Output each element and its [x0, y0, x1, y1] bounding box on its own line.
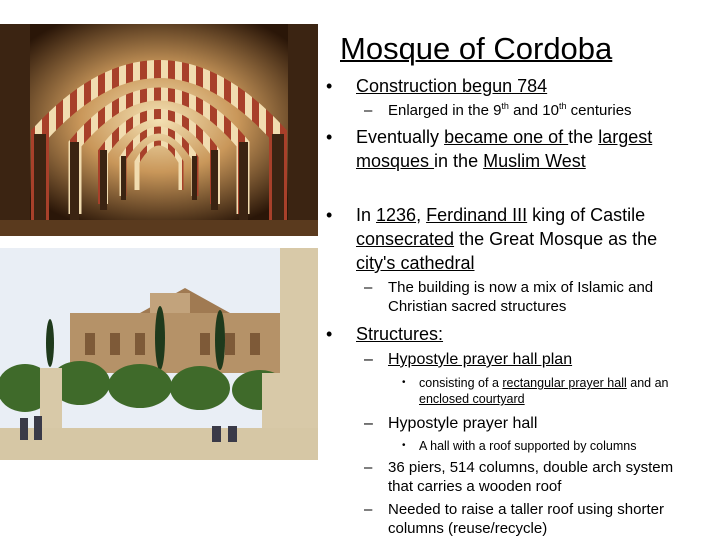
s1-text: and an [626, 376, 669, 390]
b3-link-ferdinand: Ferdinand III [426, 205, 528, 225]
s1-text: consisting of a [419, 376, 503, 390]
superscript-th-1: th [501, 101, 509, 111]
b3-link-consecrated: consecrated [356, 229, 455, 249]
b2-link-1: became one of [444, 127, 569, 147]
sub-dash: – [364, 459, 373, 476]
b3-link-cathedral: city's cathedral [356, 253, 475, 273]
bullet-structures [326, 322, 686, 346]
taller-roof-text: Needed to raise a taller roof using shorter columns (reuse/recycle) [388, 501, 664, 537]
b2-link-2: largest mosques [356, 127, 653, 171]
sub-mix [364, 278, 688, 316]
hypostyle-hall-text: Hypostyle prayer hall [388, 415, 538, 432]
small-bullet: • [402, 377, 406, 388]
s1-link-1: rectangular prayer hall [502, 376, 627, 390]
structures-text: Structures: [356, 324, 444, 344]
bullet-construction [326, 74, 686, 98]
cathedral-exterior-photo [0, 248, 318, 460]
enlarged-text-3: centuries [566, 102, 632, 119]
sub-dash: – [364, 351, 373, 368]
b3-link-year: 1236 [376, 205, 417, 225]
enlarged-text-2: and 10 [508, 102, 559, 119]
mix-text: The building is now a mix of Islamic and Christian sacred structures [388, 279, 654, 315]
sub-dash: – [364, 501, 373, 518]
b3-text: the Great Mosque as the [454, 229, 658, 249]
slide-title-text: Mosque of Cordoba [340, 31, 613, 66]
sub-dash: – [364, 102, 373, 119]
sub-piers-columns [364, 458, 688, 496]
bullet-dot: • [326, 127, 333, 147]
bullet-dot: • [326, 324, 333, 344]
item-roof-columns [402, 438, 689, 454]
sub-hypostyle-hall [364, 414, 688, 434]
hypostyle-plan-text: Hypostyle prayer hall plan [388, 351, 573, 368]
b3-text: king of Castile [527, 205, 646, 225]
sub-dash: – [364, 279, 373, 296]
bullet-dot: • [326, 76, 333, 96]
piers-text: 36 piers, 514 columns, double arch system that carries a wooden roof [388, 459, 674, 495]
bullet-ferdinand [326, 203, 686, 275]
sub-enlarged [364, 101, 688, 120]
mosque-interior-photo [0, 24, 318, 236]
bullet-largest-mosques [326, 125, 686, 173]
sub-dash: – [364, 415, 373, 432]
slide-title [340, 30, 680, 68]
b2-text: Eventually [356, 127, 445, 147]
small-bullet: • [402, 440, 406, 451]
bullet-dot: • [326, 205, 333, 225]
b3-text: , [416, 205, 427, 225]
b2-text: in the [434, 151, 484, 171]
b2-text: the [568, 127, 599, 147]
b2-link-3: Muslim West [483, 151, 586, 171]
superscript-th-2: th [558, 101, 567, 111]
sub-taller-roof [364, 500, 688, 538]
enlarged-text-1: Enlarged in the 9 [388, 102, 502, 119]
item-rectangular-hall [402, 375, 689, 407]
sub-hypostyle-plan [364, 350, 688, 370]
s1-link-2: enclosed courtyard [419, 392, 525, 406]
s2-item-text: A hall with a roof supported by columns [419, 439, 637, 453]
construction-text: Construction begun 784 [356, 76, 548, 96]
b3-text: In [356, 205, 377, 225]
